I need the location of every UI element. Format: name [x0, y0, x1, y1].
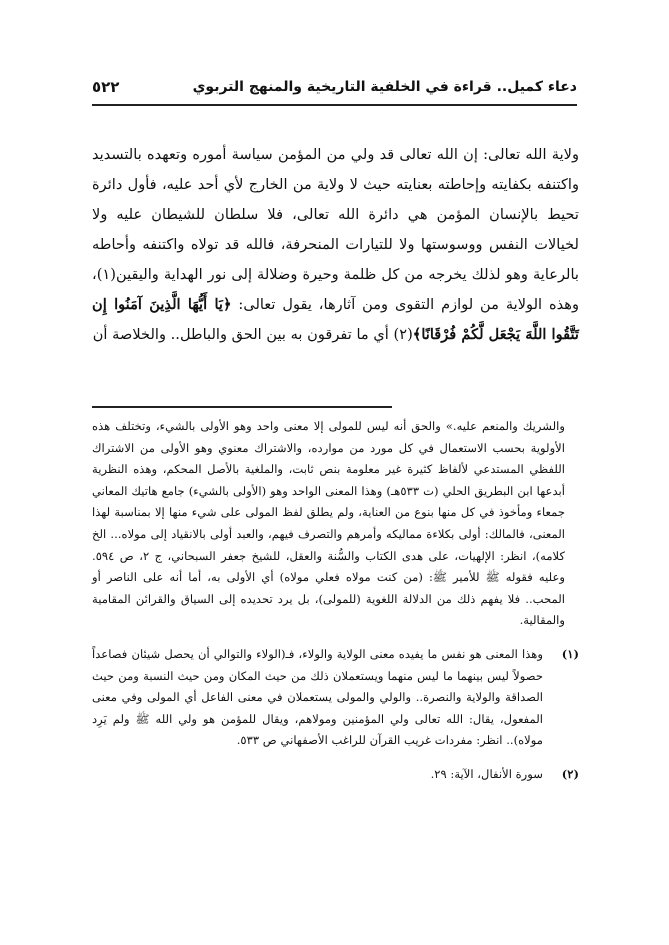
footnote-ref-2: (٢) [393, 326, 413, 343]
footnotes [92, 416, 579, 798]
footnote-separator [92, 406, 392, 408]
footnote-1 [92, 644, 579, 752]
footnote-2 [92, 764, 579, 786]
body-text-part1: ولاية الله تعالى: إن الله تعالى قد ولي من المؤمن سياسة أموره وتعهده بالتسديد واكتنفه بكفايته وإحاطته بعنايته حيث لا ولاية من الخارج لأي أحد عليه، فأول دائرة تحيط بالإنسان المؤمن هي دائرة الله تعالى، فلا سلطان للشيطان عليه ولا لخيالات النفس ووسوستها ولا للتيارات المنحرفة، فالله قد تولاه واكتنفه وأحاطه بالرعاية وهو لذلك يخرجه من كل ظلمة وحيرة وضلالة إلى نور الهداية واليقين [92, 146, 579, 283]
main-text [92, 140, 579, 350]
running-title: دعاء كميل.. قراءة في الخلفية التاريخية والمنهج التربوي [192, 79, 577, 95]
body-text-part3: أي ما تفرقون به بين الحق والباطل.. والخلاصة أن [92, 326, 394, 343]
page-number: ٥٢٢ [92, 78, 120, 96]
header-rule [92, 104, 577, 106]
footnote-continuation: والشريك والمنعم عليه.» والحق أنه ليس للمولى إلا معنى واحد وهو الأولى بالشيء، وتختلف هذه الأولوية بحسب الاستعمال في كل مورد من موارده، والاشتراك معنوي وهو الأولى من الاشتراك اللفظي المستدعي لألفاظ كثيرة غير معلومة بنص ثابت، والملغية بالأصل المحكم، وهذه النظرية أبدعها ابن البطريق الحلي (ت ٥٣٣هـ) وهذا المعنى الواحد وهو (الأولى بالشيء) جامع هاتيك المعاني جمعاء ومأخوذ في كل منها بنوع من العناية، ولم يطلق لفظ المولى على شيء منها إلا بمناسبة لهذا المعنى، فالمالك: أولى بكلاءة مماليكه وأمرهم والتصرف فيهم، والعبد أولى بالانقياد إلى مولاه... الخ كلامه)، انظر: الإلهيات، على هدى الكتاب والسُّنة والعقل، للشيخ جعفر السبحاني، ج ٢، ص ٥٩٤. وعليه فقوله ﷺ للأمير ﷺ: (من كنت مولاه فعلي مولاه) أي الأولى به، أما أنه على الناصر أو المحب.. فلا يفهم ذلك من الدلالة اللغوية (للمولى)، بل يرد تحديده إلى السياق والقرائن المقامية والمقالية. [92, 419, 566, 628]
body-text-part2: ، وهذه الولاية من لوازم التقوى ومن آثارها، يقول تعالى: [92, 266, 579, 313]
body-paragraph [92, 140, 579, 350]
page-header [92, 74, 577, 100]
footnote-text: وهذا المعنى هو نفس ما يفيده معنى الولاية والولاء، فـ(الولاء والتوالي أن يحصل شيئان فصاعداً حصولاً ليس بينهما ما ليس منهما ويستعملان ذلك من حيث المكان ومن حيث النسبة ومن حيث الصداقة والولاية والنصرة.. والولي والمولى يستعملان في معنى الفاعل أي المولى وفي معنى المفعول، يقال: الله تعالى ولي المؤمنين ومولاهم، ويقال للمؤمن هو ولي الله ﷺ ولم يَرِد مولاه).. انظر: مفردات غريب القرآن للراغب الأصفهاني ص ٥٣٣. [92, 646, 543, 748]
footnote-ref-1: (١) [96, 266, 116, 283]
quran-verse: ﴿يَا أَيُّهَا الَّذِينَ آمَنُوا إِن تَتَّقُوا اللَّهَ يَجْعَل لَّكُمْ فُرْقَانًا﴾ [92, 296, 579, 343]
footnote-text: سورة الأنفال، الآية: ٢٩. [430, 766, 543, 781]
footnote-number: (١) [561, 646, 579, 661]
footnote-number: (٢) [561, 766, 579, 781]
